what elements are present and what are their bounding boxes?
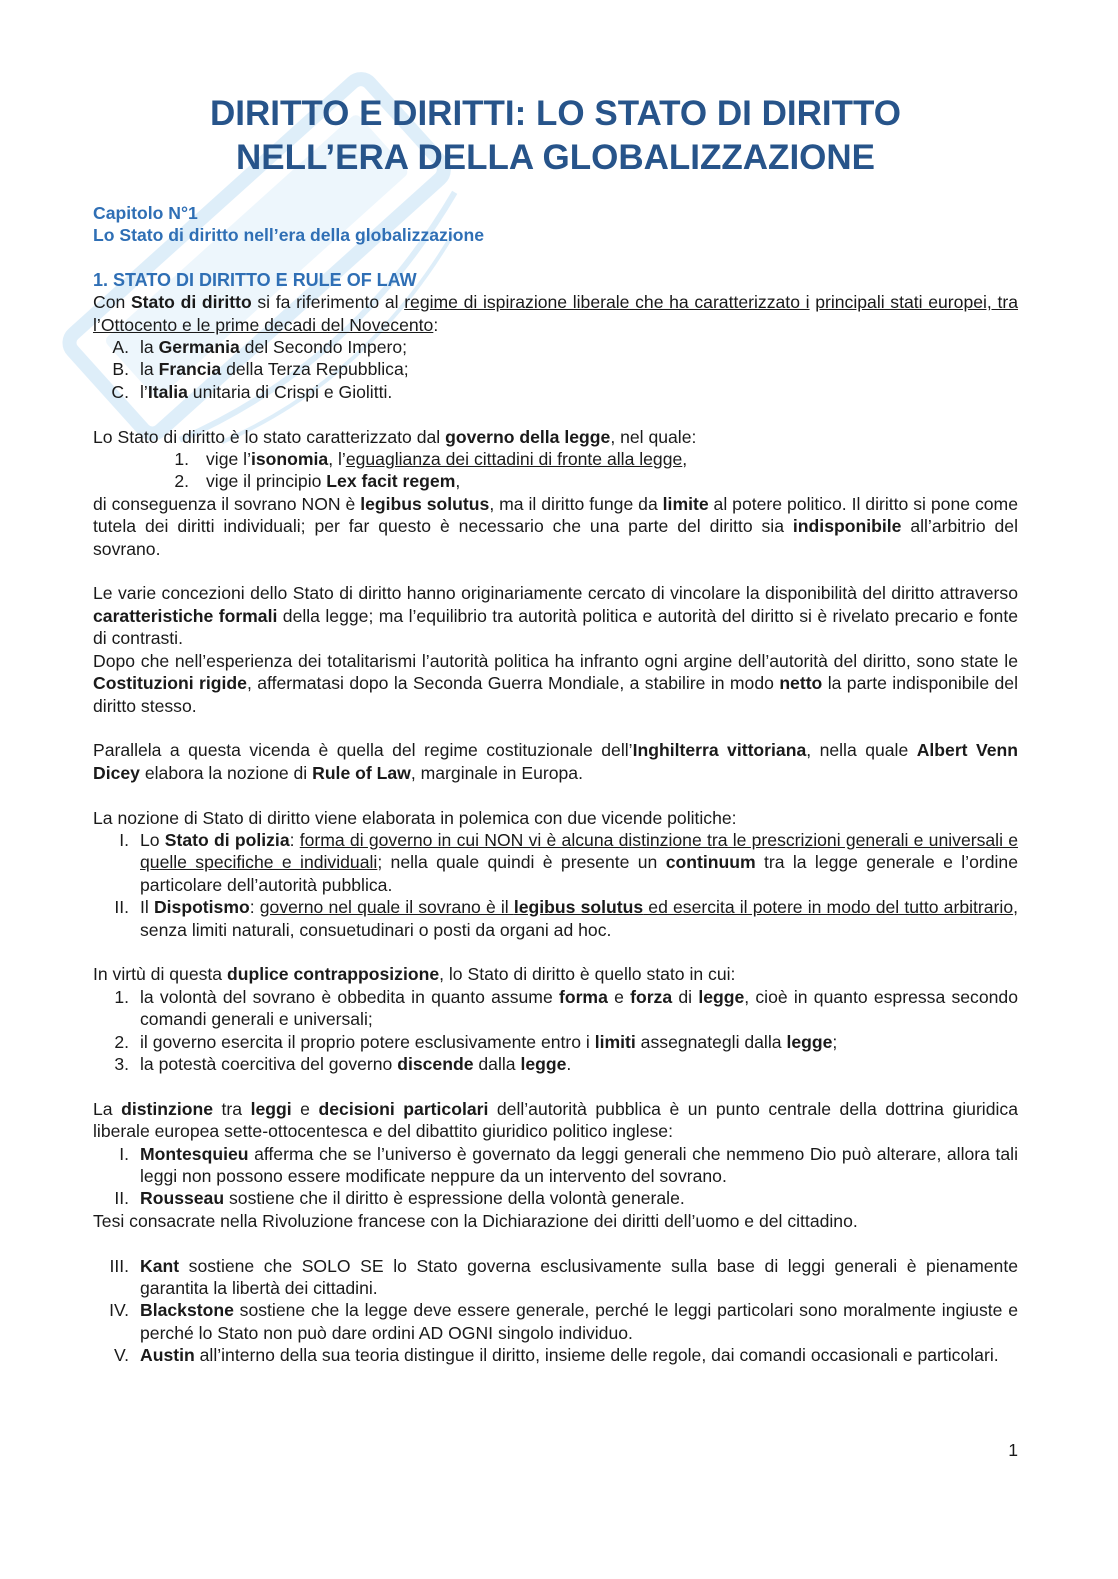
text-run: , nella quale	[806, 740, 917, 761]
text-run: decisioni particolari	[318, 1098, 489, 1119]
text-run: la parte indisponibile del diritto stesso.	[93, 673, 1018, 716]
list-item	[93, 986, 1018, 1031]
text-run: :	[249, 897, 260, 918]
text-run: , affermatasi dopo la Seconda Guerra Mondiale, a stabilire in modo	[246, 673, 780, 694]
text-run: Italia	[147, 381, 188, 402]
title-line-1: DIRITTO E DIRITTI: LO STATO DI DIRITTO	[210, 94, 901, 133]
text-run: Il	[140, 897, 154, 918]
paragraph-7: La nozione di Stato di diritto viene elaborata in polemica con due vicende politiche:	[93, 807, 737, 828]
paragraph-6	[93, 739, 1018, 784]
text-run: Lex facit regem	[326, 471, 456, 492]
text-run: dalla	[473, 1053, 521, 1074]
text-run: legibus solutus	[360, 493, 490, 514]
text-run: netto	[779, 673, 823, 694]
text-run: 1.	[114, 986, 129, 1007]
text-run: In virtù di questa	[93, 964, 227, 985]
list-virtu	[93, 986, 1018, 1076]
paragraph-9	[93, 1098, 1018, 1143]
section-heading: 1. STATO DI DIRITTO E RULE OF LAW	[93, 269, 417, 290]
text-run: e	[607, 986, 631, 1007]
text-run: legge	[520, 1053, 567, 1074]
text-run: afferma che se l’universo è governato da leggi generali che nemmeno Dio può alterare, allora tali leggi non possono essere modificate neppure da un intervento del sovrano.	[140, 1143, 1018, 1186]
text-run: ;	[832, 1031, 838, 1052]
list-item	[93, 1344, 1018, 1366]
text-run: Rousseau	[140, 1188, 225, 1209]
text-run: 2.	[114, 1031, 129, 1052]
text-run: il governo esercita il proprio potere esclusivamente entro i	[140, 1031, 595, 1052]
text-run: , cioè in quanto espressa secondo comandi generali e universali;	[140, 986, 1018, 1030]
text-run: :	[433, 314, 439, 335]
text-run: vige l’	[206, 449, 251, 470]
text-run: continuum	[665, 852, 756, 873]
text-run: della Terza Repubblica;	[221, 359, 409, 380]
text-run: del Secondo Impero;	[239, 337, 408, 358]
list-item	[93, 829, 1018, 896]
text-run: Lo	[140, 829, 165, 850]
text-run: Stato di polizia	[164, 829, 290, 850]
page-number: 1	[1008, 1440, 1018, 1460]
text-run: forma di governo in cui NON vi è alcuna distinzione tra le prescrizioni generali e universali e quelle specifiche e individuali	[140, 829, 1018, 873]
list-item	[93, 896, 1018, 941]
text-run: di conseguenza il sovrano NON è	[93, 493, 361, 514]
text-run: dell’autorità pubblica è un punto centrale della dottrina giuridica liberale europea sette-ottocentesca e del dibattito giuridico politico inglese:	[93, 1098, 1018, 1142]
list-item	[93, 381, 1018, 403]
text-run: , ma il diritto funge da	[489, 493, 663, 514]
paragraph-5	[93, 650, 1018, 717]
text-run: all’interno della sua teoria distingue il diritto, insieme delle regole, dai comandi occasionali e particolari.	[194, 1345, 999, 1366]
text-run: legge	[786, 1031, 833, 1052]
text-run: Costituzioni rigide	[93, 673, 247, 694]
list-autori-1	[93, 1143, 1018, 1210]
text-run: C.	[111, 381, 129, 402]
text-run: legibus solutus	[513, 897, 644, 918]
list-item	[93, 448, 1018, 470]
text-run: discende	[397, 1053, 474, 1074]
text-run: I.	[119, 1143, 129, 1164]
text-run: la	[140, 337, 159, 358]
text-run: e	[291, 1098, 319, 1119]
text-run: eguaglianza dei cittadini di fronte alla legge	[345, 449, 683, 470]
text-run: Lo Stato di diritto è lo stato caratterizzato dal	[93, 426, 446, 447]
text-run: ed esercita il potere in modo del tutto arbitrario	[643, 897, 1014, 918]
text-run: governo nel quale il sovrano è il	[259, 897, 514, 918]
text-run: Blackstone	[140, 1300, 234, 1321]
text-run: la volontà del sovrano è obbedita in quanto assume	[140, 986, 559, 1007]
text-run: l’	[140, 381, 148, 402]
paragraph-8	[93, 963, 1018, 985]
text-run: II.	[114, 1188, 129, 1209]
text-run: Albert Venn Dicey	[93, 740, 1019, 783]
text-run: caratteristiche formali	[93, 605, 278, 626]
list-vicende	[93, 829, 1018, 941]
text-run: 3.	[114, 1053, 129, 1074]
list-item	[93, 1143, 1018, 1188]
text-run: Kant	[140, 1255, 180, 1276]
paragraph-3	[93, 493, 1018, 560]
text-run: Montesquieu	[140, 1143, 249, 1164]
list-item	[93, 1187, 1018, 1209]
chapter-number: Capitolo N°1	[93, 203, 198, 223]
text-run: Parallela a questa vicenda è quella del regime costituzionale dell’	[93, 740, 633, 761]
text-run: , marginale in Europa.	[410, 762, 583, 783]
text-run: la potestà coercitiva del governo	[140, 1053, 398, 1074]
text-run: III.	[109, 1255, 129, 1276]
text-run: legge	[698, 986, 745, 1007]
list-item	[93, 336, 1018, 358]
text-run: forza	[630, 986, 673, 1007]
text-run: sostiene che la legge deve essere generale, perché le leggi particolari sono moralmente ingiuste e perché lo Stato non può dare ordini AD OGNI singolo individuo.	[140, 1300, 1018, 1343]
text-run: Stato di diritto	[130, 292, 252, 313]
text-run: II.	[114, 897, 129, 918]
document-body	[93, 92, 1018, 1367]
list-governo	[93, 448, 1018, 493]
list-autori-2	[93, 1255, 1018, 1367]
text-run: tra la legge generale e l’ordine particolare dell’autorità pubblica.	[140, 852, 1018, 895]
text-run: di	[672, 986, 699, 1007]
text-run: elabora la nozione di	[139, 762, 313, 783]
paragraph-2	[93, 426, 1018, 448]
list-item	[93, 1299, 1018, 1344]
text-run: sostiene che il diritto è espressione della volontà generale.	[224, 1188, 685, 1209]
chapter-header	[93, 202, 1018, 247]
text-run: Le varie concezioni dello Stato di diritto hanno originariamente cercato di vincolare la disponibilità del diritto attraverso	[93, 583, 1018, 604]
text-run: vige il principio	[206, 471, 327, 492]
document-title	[93, 92, 1018, 180]
text-run: unitaria di Crispi e Giolitti.	[187, 381, 393, 402]
paragraph-10: Tesi consacrate nella Rivoluzione francese con la Dichiarazione dei diritti dell’uomo e del cittadino.	[93, 1210, 858, 1231]
list-item	[93, 358, 1018, 380]
text-run: :	[289, 829, 300, 850]
text-run: Francia	[158, 359, 222, 380]
text-run: forma	[558, 986, 608, 1007]
text-run: distinzione	[121, 1098, 213, 1119]
text-run: la	[140, 359, 159, 380]
text-run: , lo Stato di diritto è quello stato in cui:	[439, 964, 736, 985]
text-run: Con	[93, 292, 131, 313]
text-run: 1.	[174, 449, 189, 470]
text-run: al potere politico. Il diritto si pone come tutela dei diritti individuali; per far questo è necessario che una parte del diritto sia	[93, 493, 1018, 537]
chapter-title: Lo Stato di diritto nell’era della globalizzazione	[93, 225, 485, 246]
text-run: V.	[113, 1345, 129, 1366]
text-run: limite	[662, 493, 709, 514]
text-run: ; nella quale quindi è presente un	[377, 852, 666, 873]
text-run: 2.	[174, 471, 189, 492]
text-run: leggi	[250, 1098, 292, 1119]
text-run: limiti	[594, 1031, 636, 1052]
text-run: governo della legge	[445, 426, 611, 447]
text-run: principali stati europei, tra l’Ottocento e le prime decadi del Novecento	[93, 292, 1019, 335]
list-item	[93, 1255, 1018, 1300]
text-run: I.	[119, 829, 129, 850]
text-run: ,	[682, 449, 688, 470]
text-run: assegnategli dalla	[635, 1031, 787, 1052]
text-run: Rule of Law	[312, 762, 411, 783]
paragraph-4	[93, 582, 1018, 649]
text-run: isonomia	[250, 449, 329, 470]
text-run: all’arbitrio del sovrano.	[93, 516, 1019, 559]
text-run: Dispotismo	[153, 897, 250, 918]
paragraph-1	[93, 291, 1018, 336]
list-item	[93, 1031, 1018, 1053]
text-run: La	[93, 1098, 122, 1119]
text-run: Dopo che nell’esperienza dei totalitarismi l’autorità politica ha infranto ogni argine dell’autorità del diritto, sono state le	[93, 650, 1018, 671]
text-run: sostiene che SOLO SE lo Stato governa esclusivamente sulla base di leggi generali è pienamente garantita la libertà dei cittadini.	[140, 1255, 1018, 1298]
text-run: ,	[455, 471, 461, 492]
text-run: IV.	[109, 1300, 129, 1321]
list-item	[93, 1053, 1018, 1075]
text-run: .	[566, 1053, 572, 1074]
text-run: , nel quale:	[610, 426, 697, 447]
text-run: regime di ispirazione liberale che ha caratterizzato i	[404, 292, 810, 313]
text-run: , l’	[328, 449, 346, 470]
text-run: tra	[213, 1098, 251, 1119]
text-run: Inghilterra vittoriana	[632, 740, 807, 761]
text-run: si fa riferimento al	[251, 292, 405, 313]
text-run: della legge; ma l’equilibrio tra autorità politica e autorità del diritto si è rivelato precario e fonte di contrasti.	[93, 605, 1018, 649]
title-line-2: NELL’ERA DELLA GLOBALIZZAZIONE	[235, 138, 876, 177]
text-run: indisponibile	[792, 516, 902, 537]
text-run: , senza limiti naturali, consuetudinari o posti da organi ad hoc.	[140, 897, 1018, 940]
text-run: duplice contrapposizione	[226, 964, 440, 985]
list-states	[93, 336, 1018, 403]
text-run: Austin	[140, 1345, 195, 1366]
text-run: B.	[112, 359, 129, 380]
text-run: Germania	[158, 337, 240, 358]
text-run: A.	[112, 337, 129, 358]
list-item	[93, 470, 1018, 492]
